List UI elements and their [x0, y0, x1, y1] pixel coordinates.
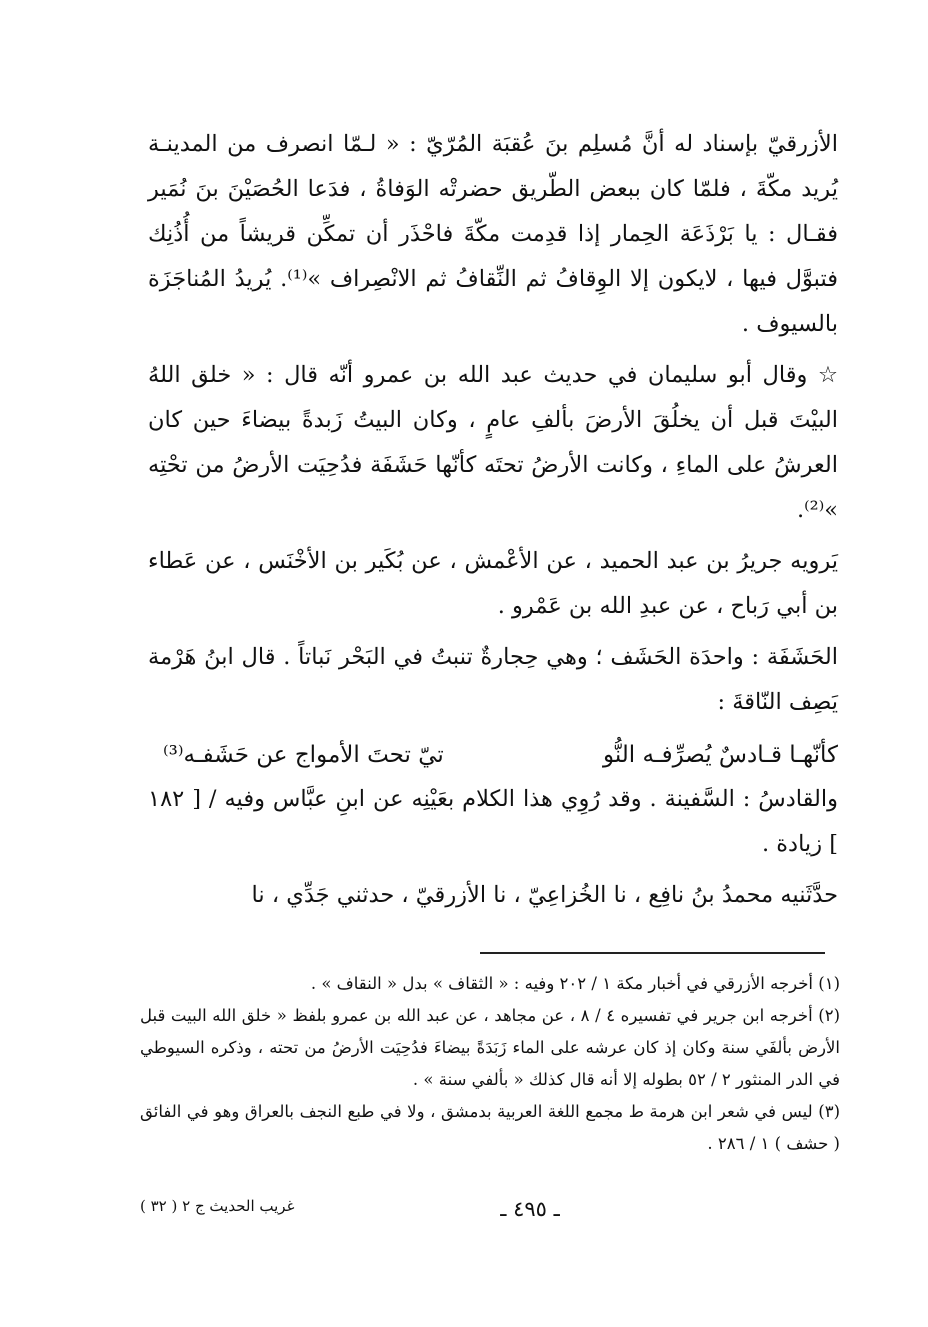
verse-first-hemistich: كأنّهـا قـادسٌ يُصرِّفـه النُّو [602, 742, 838, 768]
paragraph-3: يَرويه جريرُ بن عبد الحميد ، عن الأعْمش ، عن بُكَير بن الأخْنَس ، عن عَطاء بن أبي رَباح ، عن عبدِ الله بن عَمْرو . [148, 548, 838, 619]
footnote-2: (٢) أخرجه ابن جرير في تفسيره ٤ / ٨ ، عن مجاهد ، عن عبد الله بن عمرو بلفظ « خلق الله البيت قبل الأرض بألفَي سنة وكان إذ كان عرشه على الماء زَبَدَةً بيضاءَ فدُحِيَت الأرضُ من تحته ، وذكره السيوطي في الدر المنثور ٢ / ٥٢ بطوله إلا أنه قال كذلك « بألفي سنة » . [140, 1006, 840, 1089]
main-text [148, 122, 838, 918]
page-number: ـ ٤٩٥ ـ [500, 1197, 560, 1221]
paragraph-2: ☆ وقال أبو سليمان في حديث عبد الله بن عمرو أنّه قال : « خلق اللهُ البيْتَ قبل أن يخلُقَ الأرضَ بألفِ عامٍ ، وكان البيتُ زَبدةً بيضاءَ حين كان العرشُ على الماءِ ، وكانت الأرضُ تحتَه كأنّها حَشَفَة فدُحِيَت الأرضُ من تحْتِه »⁽²⁾. [148, 362, 838, 523]
paragraph-5: والقادسُ : السَّفينة . وقد رُوِي هذا الكلام بعَيْنِه عن ابنِ عبَّاس وفيه / [ ١٨٢ ] زيادة . [148, 786, 838, 857]
footnote-1: (١) أخرجه الأزرقي في أخبار مكة ١ / ٢٠٢ وفيه : « الثقاف » بدل « النقاف » . [310, 974, 840, 993]
paragraph-4: الحَشَفَة : واحدَة الحَشَف ؛ وهي حِجارةٌ تنبتُ في البَحْر نَباتاً . قال ابنُ هَرْمة يَصِف النّاقةَ : [148, 644, 838, 715]
paragraph-6: حدَّثَنيه محمدُ بنُ نافِع ، نا الخُزاعِيّ ، نا الأزرقيّ ، حدثني جَدِّي ، نا [251, 882, 838, 908]
footnotes [140, 968, 840, 1160]
poetry-verse [163, 733, 838, 777]
verse-second-hemistich: تيّ تحتَ الأمواج عن حَشَفـه⁽³⁾ [163, 742, 444, 768]
book-signature: غريب الحديث ج ٢ ( ٣٢ ) [140, 1197, 295, 1215]
paragraph-1: الأزرقيّ بإسناد له أنَّ مُسلِم بنَ عُقبَة المُرّيّ : « لـمّا انصرف من المدينـة يُريد مكّةَ ، فلمّا كان ببعض الطّريق حضرتْه الوَفاةُ ، فدَعا الحُصَيْنَ بنَ نُمَير فقـال : يا بَرْذَعَة الحِمار إذا قدِمت مكّةَ فاحْذَر أن تمكِّن قريشاً من أُذُنِك فتبوَّل فيها ، لايكون إلا الوِقافُ ثم النِّقافُ ثم الانْصِراف »⁽¹⁾. يُريدُ المُناجَزَة بالسيوف . [148, 131, 838, 337]
page-footer [140, 1195, 830, 1235]
footnote-3: (٣) ليس في شعر ابن هرمة ط مجمع اللغة العربية بدمشق ، ولا في طبع النجف بالعراق وهو في الفائق ( حشف ) ١ / ٢٨٦ . [140, 1102, 840, 1153]
footnote-divider [480, 952, 825, 954]
